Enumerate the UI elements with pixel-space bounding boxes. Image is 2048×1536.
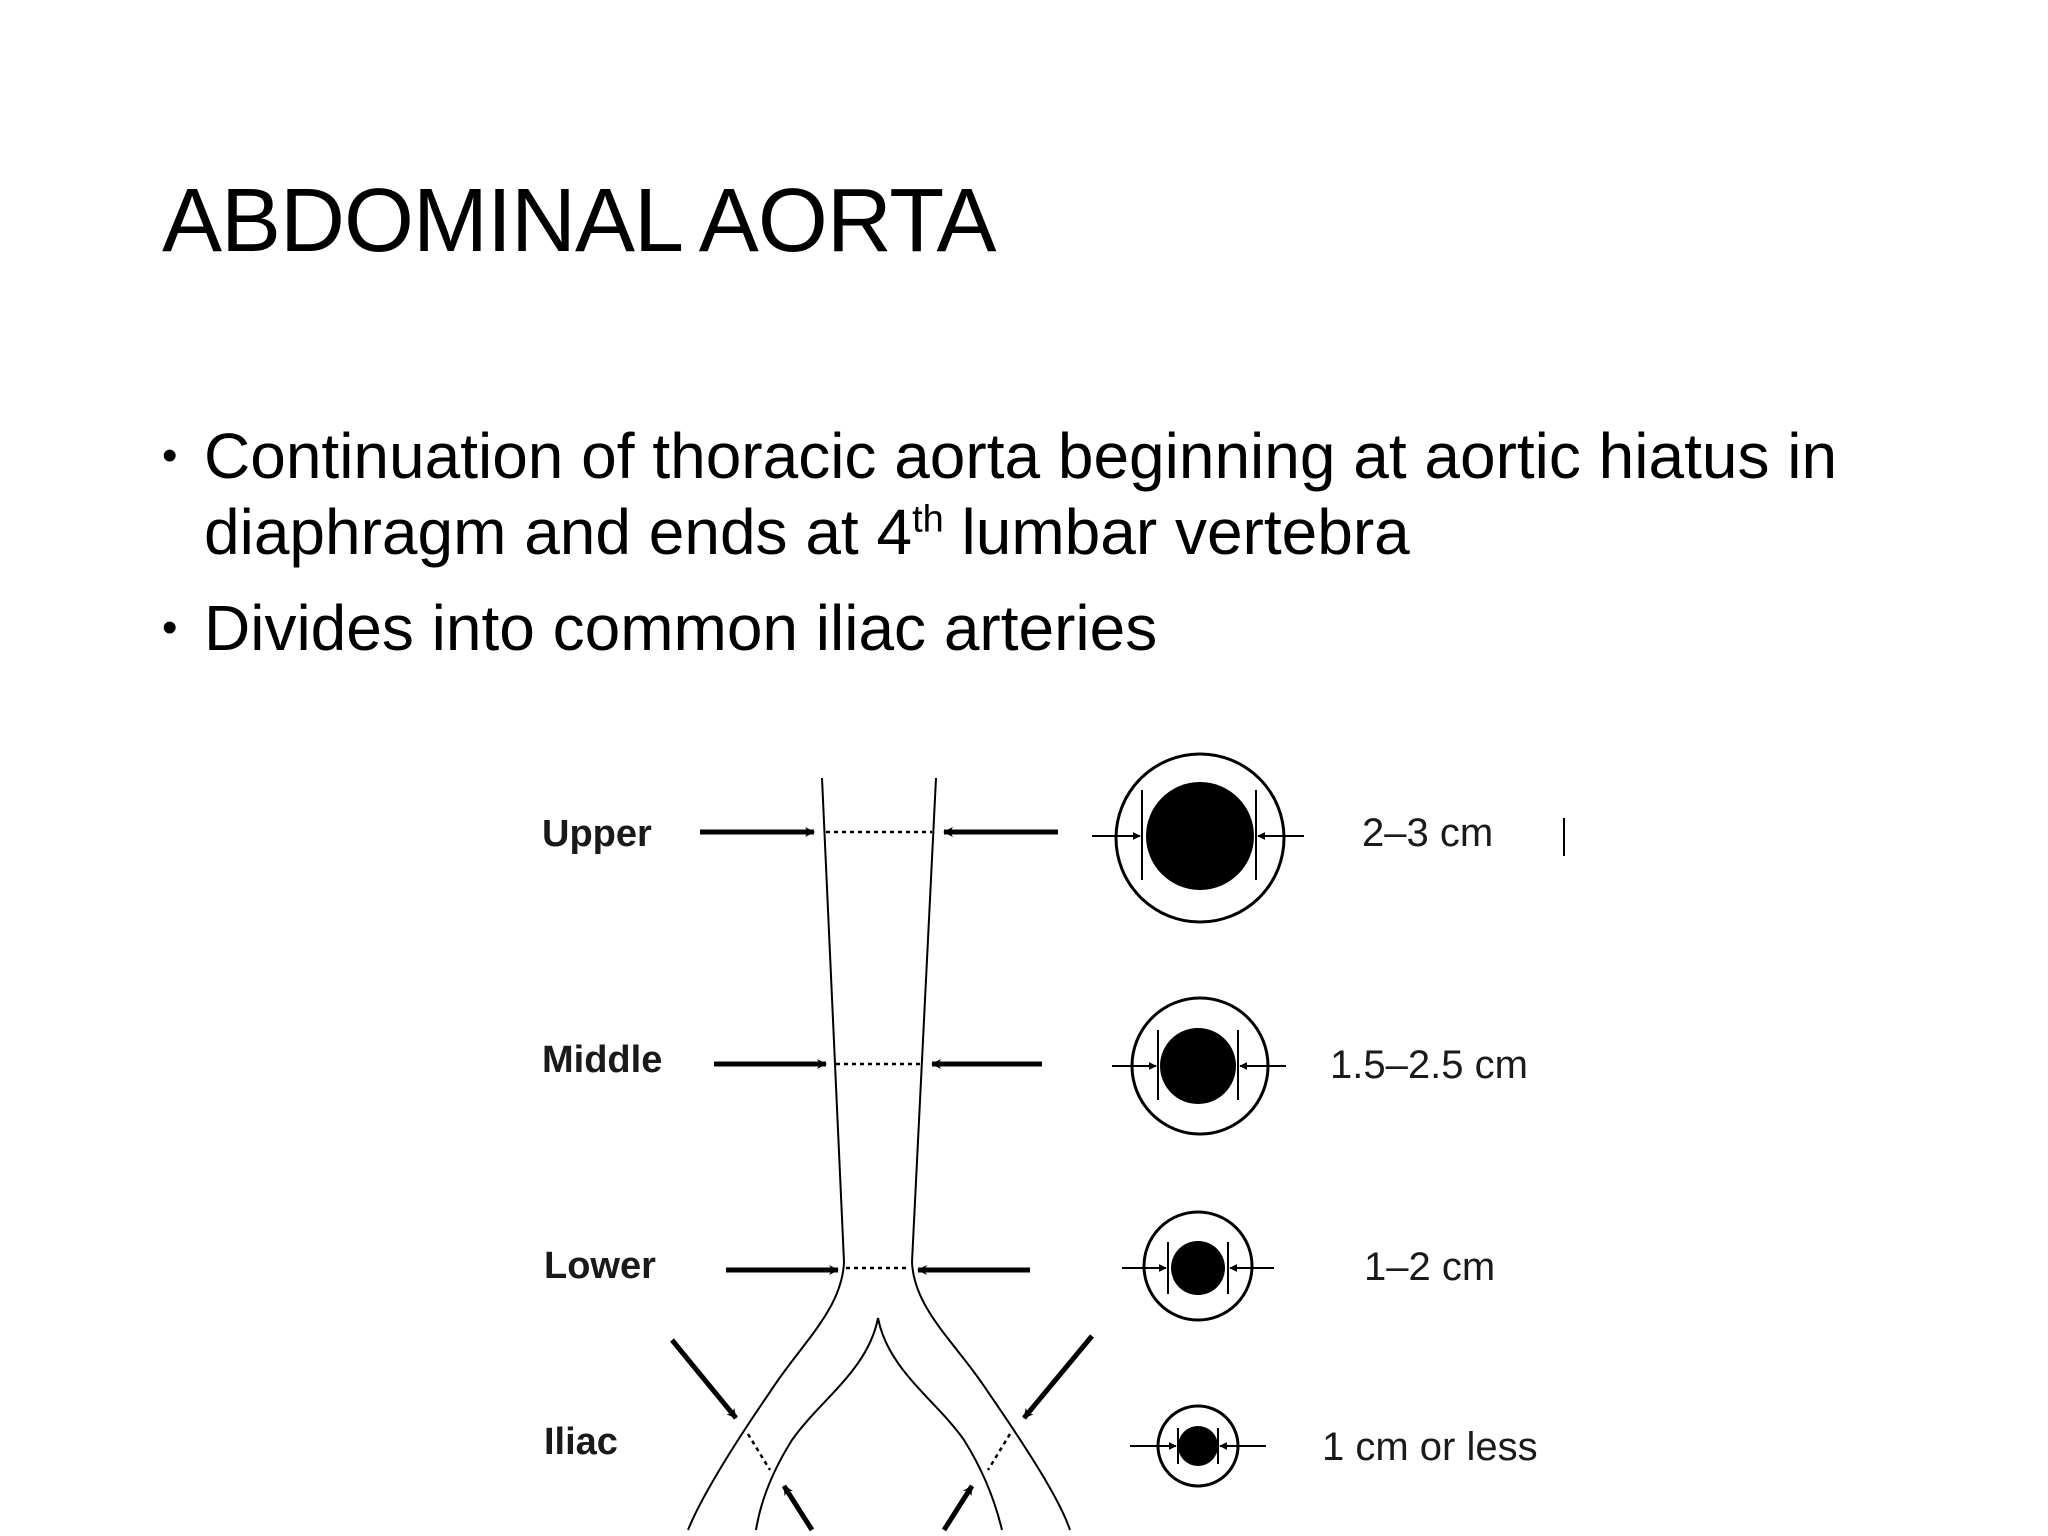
bullet-text-part: lumbar vertebra xyxy=(943,496,1410,568)
iliac-diameter-line-right xyxy=(988,1434,1010,1470)
level-label-middle: Middle xyxy=(542,1039,663,1081)
level-label-upper: Upper xyxy=(542,813,652,855)
cross-section-lower xyxy=(1122,1212,1274,1320)
cross-section-iliac xyxy=(1130,1406,1266,1486)
iliac-right-arrow-up xyxy=(944,1486,972,1530)
measure-upper: 2–3 cm xyxy=(1362,811,1494,855)
cross-section-upper xyxy=(1092,754,1304,922)
aorta-bifurcation-left xyxy=(756,1318,878,1530)
diameter-dotted-lines xyxy=(748,832,1010,1470)
level-label-lower: Lower xyxy=(544,1245,656,1287)
measure-middle: 1.5–2.5 cm xyxy=(1330,1043,1528,1087)
aorta-outline xyxy=(688,778,1070,1530)
slide-title: ABDOMINAL AORTA xyxy=(162,171,996,271)
aorta-right-wall xyxy=(912,778,1070,1530)
iliac-diameter-line-left xyxy=(748,1434,770,1470)
level-label-iliac: Iliac xyxy=(544,1421,618,1463)
bullet-dot-icon: • xyxy=(162,431,178,480)
measure-lower: 1–2 cm xyxy=(1364,1245,1496,1289)
aorta-bifurcation-right xyxy=(878,1318,1002,1530)
iliac-right-arrow-down xyxy=(1024,1336,1092,1418)
bullet-dot-icon: • xyxy=(162,603,178,652)
bullet-text-part: Continuation of thoracic aorta beginning at aortic hiatus in diaphragm and ends at 4 xyxy=(204,420,1838,568)
iliac-left-arrow-up xyxy=(784,1486,812,1530)
level-arrows xyxy=(672,832,1092,1530)
ordinal-superscript: th xyxy=(912,498,944,541)
bullet-text: Divides into common iliac arteries xyxy=(204,592,1158,664)
measure-iliac: 1 cm or less xyxy=(1322,1425,1538,1469)
aorta-left-wall xyxy=(688,778,844,1530)
iliac-left-arrow-down xyxy=(672,1340,736,1418)
cross-section-middle xyxy=(1112,998,1286,1134)
